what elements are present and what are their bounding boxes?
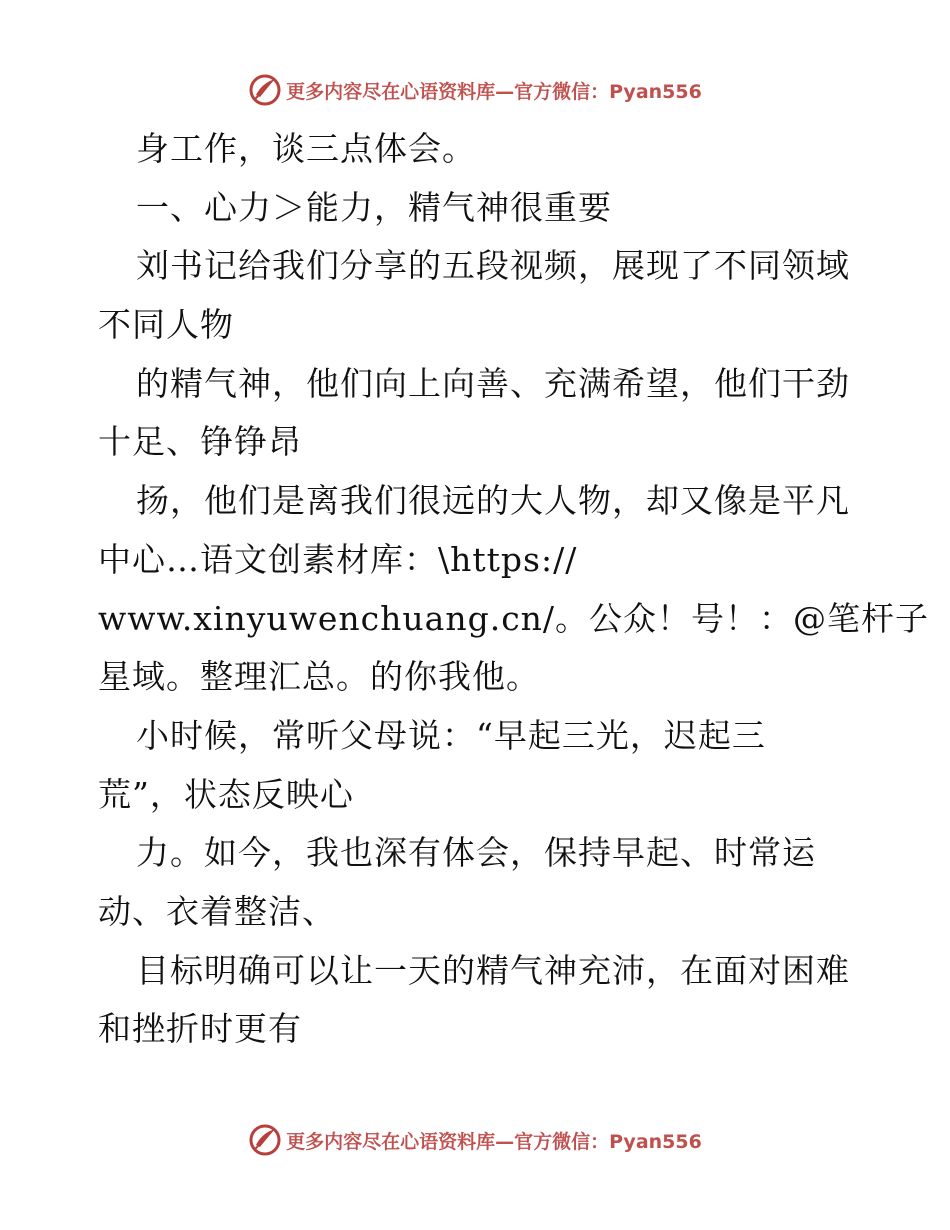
text-line: 不同人物 xyxy=(98,305,234,345)
text-line: 力。如今，我也深有体会，保持早起、时常运 xyxy=(136,833,816,873)
quill-seal-icon xyxy=(248,1123,282,1157)
text-line: 的精气神，他们向上向善、充满希望，他们干劲 xyxy=(136,363,850,403)
text-line: 小时候，常听父母说：“早起三光，迟起三 xyxy=(136,715,766,755)
text-line: 荒”，状态反映心 xyxy=(98,774,354,814)
text-line: www.xinyuwenchuang.cn/。公众！号！：@笔杆子 xyxy=(98,598,930,638)
text-line: 中心…语文创素材库：\https:// xyxy=(98,539,578,579)
header-banner xyxy=(0,70,950,110)
quill-seal-icon xyxy=(248,73,282,107)
document-body xyxy=(98,120,930,1059)
text-line: 星域。整理汇总。的你我他。 xyxy=(98,657,540,697)
footer-banner xyxy=(0,1120,950,1160)
text-line: 身工作，谈三点体会。 xyxy=(136,129,476,168)
section-heading: 一、心力＞能力，精气神很重要 xyxy=(136,187,612,227)
text-line: 刘书记给我们分享的五段视频，展现了不同领域 xyxy=(136,246,850,286)
footer-banner-text: 更多内容尽在心语资料库—官方微信：Pyan556 xyxy=(286,1130,702,1153)
text-line: 扬，他们是离我们很远的大人物，却又像是平凡 xyxy=(136,481,850,521)
text-line: 动、衣着整洁、 xyxy=(98,891,336,931)
text-line: 目标明确可以让一天的精气神充沛，在面对困难 xyxy=(136,950,850,990)
text-line: 十足、铮铮昂 xyxy=(98,422,302,462)
text-line: 和挫折时更有 xyxy=(98,1009,302,1049)
header-banner-text: 更多内容尽在心语资料库—官方微信：Pyan556 xyxy=(286,80,702,103)
